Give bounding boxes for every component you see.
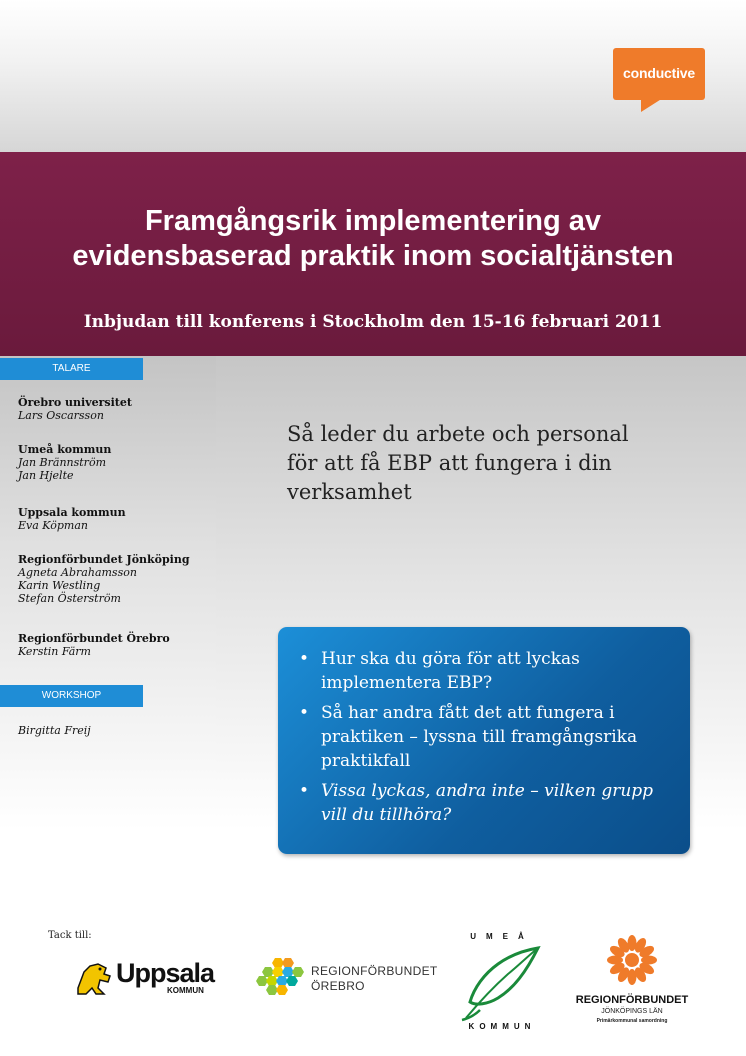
speaker-group bbox=[18, 553, 213, 605]
speakers-tag: TALARE bbox=[0, 358, 143, 380]
speaker-name: Stefan Österström bbox=[18, 592, 121, 605]
speaker-org: Uppsala kommun bbox=[18, 506, 126, 519]
speaker-org: Regionförbundet Örebro bbox=[18, 632, 170, 645]
speaker-group bbox=[18, 632, 213, 658]
speaker-name: Birgitta Freij bbox=[18, 724, 91, 737]
birch-leaf-icon bbox=[456, 944, 548, 1022]
jonkoping-line-1: REGIONFÖRBUNDET bbox=[575, 994, 689, 1006]
speaker-name: Jan Hjelte bbox=[18, 469, 74, 482]
umea-kommun-logo[interactable] bbox=[456, 930, 548, 1034]
bullet-icon: • bbox=[299, 703, 310, 723]
key-points-list bbox=[299, 647, 674, 833]
speaker-name: Jan Brännström bbox=[18, 456, 106, 469]
speaker-org: Regionförbundet Jönköping bbox=[18, 553, 190, 566]
brand-name: conductive bbox=[623, 65, 695, 81]
uppsala-kommun-word: KOMMUN bbox=[167, 986, 204, 995]
title-line-1: Framgångsrik implementering av bbox=[144, 205, 602, 237]
orebro-line-1: REGIONFÖRBUNDET bbox=[311, 964, 438, 978]
speaker-org: Örebro universitet bbox=[18, 396, 132, 409]
bullet-icon: • bbox=[299, 781, 310, 801]
orebro-line-2: ÖREBRO bbox=[311, 979, 365, 993]
bullet-text: Vissa lyckas, andra inte – vilken grupp vill du tillhöra? bbox=[321, 781, 654, 825]
sidebar bbox=[0, 356, 216, 830]
speaker-group bbox=[18, 396, 213, 422]
speech-bubble-tail bbox=[641, 98, 663, 112]
umea-bottom-text: KOMMUN bbox=[468, 1022, 536, 1031]
regionforbundet-orebro-logo[interactable] bbox=[255, 955, 445, 1003]
speaker-group bbox=[18, 443, 213, 482]
speaker-name: Agneta Abrahamsson bbox=[18, 566, 137, 579]
uppsala-kommun-logo[interactable] bbox=[74, 956, 224, 1000]
workshop-leader bbox=[18, 724, 213, 737]
jonkoping-line-3: Primärkommunal samordning bbox=[596, 1018, 668, 1024]
page-title bbox=[0, 204, 746, 274]
sun-flower-icon bbox=[602, 934, 662, 990]
uppsala-word: Uppsala bbox=[116, 958, 215, 988]
bullet-icon: • bbox=[299, 649, 310, 669]
speaker-org: Umeå kommun bbox=[18, 443, 112, 456]
main-headline bbox=[287, 420, 687, 507]
speaker-group bbox=[18, 506, 213, 532]
regionforbundet-jonkoping-logo[interactable] bbox=[572, 934, 692, 1030]
bullet-text: Hur ska du göra för att lyckas implementera EBP? bbox=[321, 649, 580, 693]
hero-banner bbox=[0, 152, 746, 356]
headline-line-2: för att få EBP att fungera i din bbox=[287, 451, 612, 475]
list-item bbox=[299, 701, 674, 773]
speaker-name: Kerstin Färm bbox=[18, 645, 91, 658]
list-item bbox=[299, 647, 674, 695]
list-item bbox=[299, 779, 674, 827]
hexagon-cluster-icon bbox=[255, 955, 309, 1003]
headline-line-3: verksamhet bbox=[287, 480, 412, 504]
workshop-tag: WORKSHOP bbox=[0, 685, 143, 707]
umea-top-text: UMEÅ bbox=[470, 932, 534, 941]
bullet-text: Så har andra fått det att fungera i praktiken – lyssna till framgångsrika praktikfall bbox=[321, 703, 638, 771]
speaker-name: Eva Köpman bbox=[18, 519, 88, 532]
lion-icon bbox=[74, 958, 114, 998]
speaker-name: Karin Westling bbox=[18, 579, 101, 592]
headline-line-1: Så leder du arbete och personal bbox=[287, 422, 629, 446]
jonkoping-line-2: JÖNKÖPINGS LÄN bbox=[601, 1008, 663, 1015]
title-line-2: evidensbaserad praktik inom socialtjänsten bbox=[72, 240, 674, 272]
key-points-box bbox=[278, 627, 690, 854]
conductive-logo[interactable] bbox=[613, 48, 705, 100]
thanks-label: Tack till: bbox=[48, 930, 92, 941]
speaker-name: Lars Oscarsson bbox=[18, 409, 104, 422]
invitation-subtitle: Inbjudan till konferens i Stockholm den 15-16 februari 2011 bbox=[83, 312, 663, 332]
